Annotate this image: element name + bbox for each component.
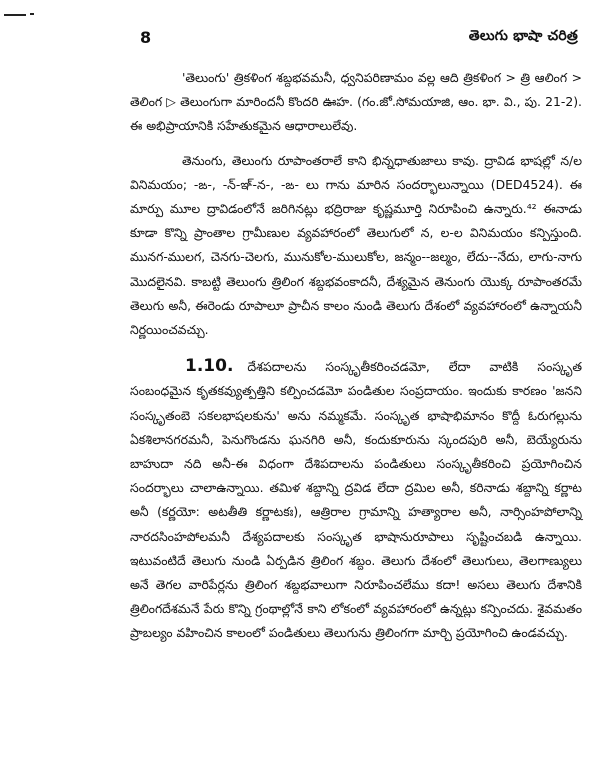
paragraph-3 [130, 354, 582, 645]
page-number: 8 [140, 28, 152, 47]
paragraph-1-text: 'తెలుంగు' త్రికళింగ శబ్దభవమనీ, ధ్వనిపరిణామం వల్ల ఆది త్రికళింగ > త్రి ఆలింగ > తెలింగ ▷ తెలుంగుగా మారిందనీ కొందరి ఊహ. (గం.జో.సోమయాజి, ఆం. భా. వి., పు. 21-2). ఈ అభిప్రాయానికి సహేతుకమైన ఆధారాలులేవు. [130, 70, 582, 134]
body-text [130, 66, 582, 646]
paragraph-3-text: దేశపదాలను సంస్కృతీకరించడమో, లేదా వాటికి సంస్కృత సంబంధమైన కృతకవ్యుత్పత్తిని కల్పించడమో పండితుల సంప్రదాయం. ఇందుకు కారణం 'జనని సంస్కృతంబె సకలభాషలకును' అను నమ్మకమే. సంస్కృత భాషాభిమానం కొద్దీ ఓరుగల్లును ఏకశిలానగరమనీ, పెనుగొండను ఘనగిరి అనీ, కందుకూరును స్కందపురి అనీ, బెయ్యేరును బాహుదా నది అనీ-ఈ విధంగా దేశిపదాలను పండితులు సంస్కృతీకరించి ప్రయోగించిన సందర్భాలు చాలాఉన్నాయి. తమిళ శబ్దాన్ని ద్రవిడ లేదా ద్రమిల అనీ, కరినాడు శబ్దాన్ని కర్ణాట అనీ (కర్ణయో: అటతీతి కర్ణాటకః), ఆత్రిరాల గ్రామాన్ని హత్యారాల అనీ, నార్సింహపోలాన్ని నారదసింహపోలమనీ దేశ్యపదాలకు సంస్కృత భాషానురూపాలు సృష్టించబడి ఉన్నాయి. ఇటువంటిదే తెలుగు నుండి ఏర్పడిన త్రిలింగ శబ్దం. తెలుగు దేశంలో తెలుగులు, తెలగాణ్యులు అనే తెగల వారిపేర్లను త్రిలింగ శబ్దభవాలుగా నిరూపించలేము కదా! అసలు తెలుగు దేశానికి త్రిలింగదేశమనే పేరు కొన్ని గ్రంథాల్లోనే కాని లోకంలో వ్యవహారంలో ఉన్నట్లు కన్పించదు. శైవమతం ప్రాబల్యం వహించిన కాలంలో పండితులు తెలుగును త్రిలింగగా మార్చి ప్రయోగించి ఉండవచ్చు. [130, 359, 582, 641]
scan-corner-mark [4, 14, 26, 20]
paragraph-2 [130, 149, 582, 343]
section-number: 1.10. [185, 356, 234, 377]
paragraph-2-text: తెనుంగు, తెలుంగు రూపాంతరాలే కాని భిన్నధాతుజాలు కావు. ద్రావిడ భాషల్లో న/ల వినిమయం; -ఙ-, -న్-ఞ్-న-, -ఙ- లు గాను మారిన సందర్భాలున్నాయి (DED4524). ఈ మార్పు మూల ద్రావిడంలోనే జరిగినట్లు భద్రిరాజు కృష్ణమూర్తి నిరూపించి ఉన్నారు.⁴² ఈనాడు కూడా కొన్ని ప్రాంతాల గ్రామీణుల వ్యవహారంలో తెలుగులో న, ల-ల వినిమయం కన్పిస్తుంది. మునగ-ములగ, చెనగు-చెలగు, మునుకోల-ములుకోల, జన్మం--జల్మం, లేదు--నేదు, లాగు-నాగు మొదలైనవి. కాబట్టి తెలుంగు త్రిలింగ శబ్దభవంకాదనీ, దేశ్యమైన తెనుంగు యొక్క రూపాంతరమే తెలుగు అనీ, ఈరెండు రూపాలూ ప్రాచీన కాలం నుండి తెలుగు దేశంలో వ్యవహారంలో ఉన్నాయనీ నిర్ణయించవచ్చు. [130, 152, 582, 338]
running-title: తెలుగు భాషా చరిత్ర [468, 28, 578, 44]
paragraph-1 [130, 66, 582, 139]
page-header [140, 28, 578, 50]
